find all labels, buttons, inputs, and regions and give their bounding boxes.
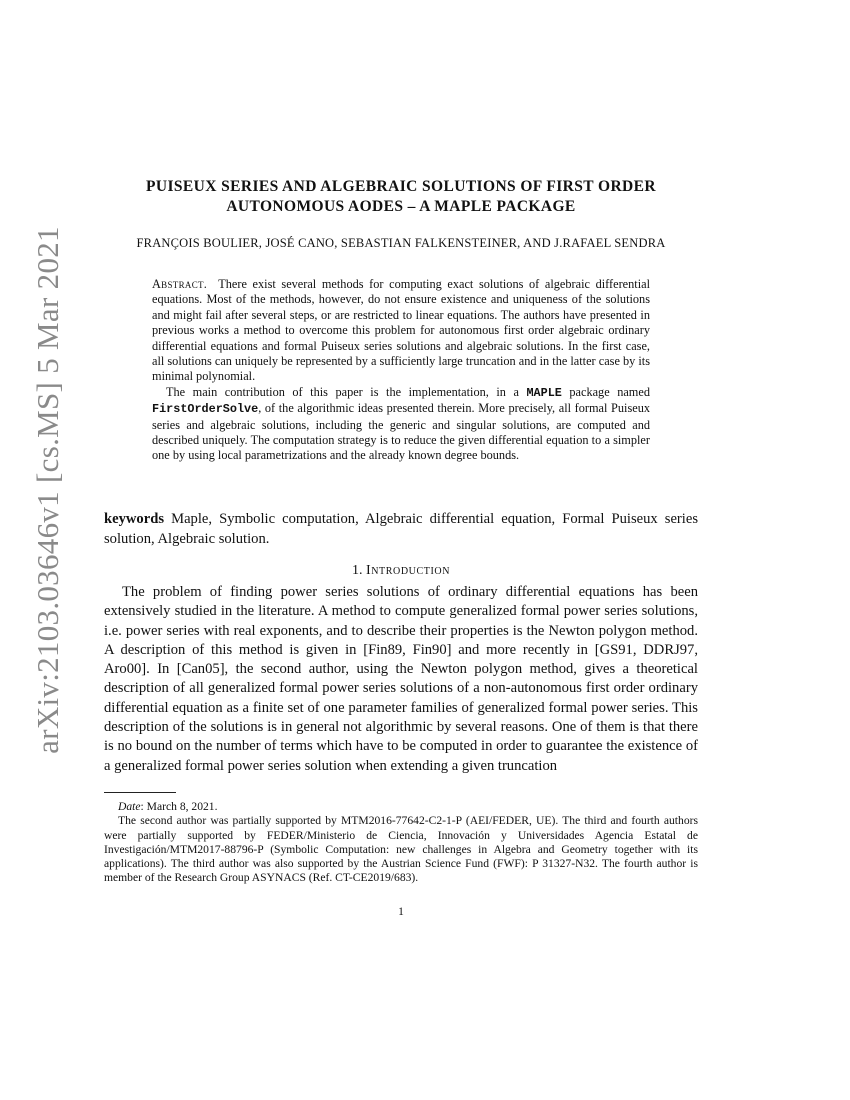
keywords: [104, 510, 698, 549]
arxiv-side-identifier: [22, 226, 74, 754]
intro-paragraph: The problem of finding power series solutions of ordinary differential equations has been extensively studied in the literature. A method to compute generalized formal power series solutions, i.e. power series with real exponents, and to describe their properties is the Newton polygon method. A description of this method is given in [Fin89, Fin90] and more recently in [GS91, DDRJ97, Aro00]. In [Can05], the second author, using the Newton polygon method, gives a theoretical description of all generalized formal power series solutions of a non-autonomous first order ordinary differential equation as a finite set of one parameter families of generalized formal power series. This description of the solutions is in general not algorithmic by several reasons. One of them is that there is no bound on the number of terms which have to be computed in order to guarantee the existence of a generalized formal power series solution when extending a given truncation: [104, 584, 698, 774]
abstract-paragraph-1: [152, 277, 650, 385]
date-label: Date: [118, 800, 141, 813]
keywords-text: Maple, Symbolic computation, Algebraic differential equation, Formal Puiseux series solution, Algebraic solution.: [104, 511, 698, 547]
page-number: 1: [398, 906, 404, 918]
section-number: 1.: [351, 563, 363, 578]
keywords-label: keywords: [104, 511, 164, 527]
abstract-text-2b: package named: [569, 384, 650, 399]
abstract-text-1: There exist several methods for computing exact solutions of algebraic differential equations. Most of the methods, however, do not ensure existence and uniqueness of the solutions and might fail after several steps, or are restricted to linear equations. The authors have presented in previous works a method to overcome this problem for autonomous first order algebraic ordinary differential equations and formal Puiseux series solutions and algebraic solutions. In the first case, all solutions can uniquely be represented by a sufficiently large truncation and in the latter case by its minimal polynomial.: [152, 277, 650, 384]
section-title: Introduction: [365, 563, 451, 578]
paper-title: [104, 177, 698, 217]
section-heading: [104, 563, 698, 579]
abstract: [152, 277, 650, 464]
footnote-date: [104, 800, 698, 814]
arxiv-identifier-text: arXiv:2103.03646v1 [cs.MS] 5 Mar 2021: [30, 226, 65, 754]
footnote-support: The second author was partially supported by MTM2016-77642-C2-1-P (AEI/FEDER, UE). The third and fourth authors were partially supported by FEDER/Ministerio de Ciencia, Innovación y Universidades Agencia Estatal de Investigación/MTM2017-88796-P (Symbolic Computation: new challenges in Algebra and Geometry together with its applications). The third author was also supported by the Austrian Science Fund (FWF): P 31327-N32. The fourth author is member of the Research Group ASYNACS (Ref. CT-CE2019/683).: [104, 814, 698, 885]
abstract-text-2a: The main contribution of this paper is the implementation, in a: [166, 384, 519, 399]
package-code-name: FirstOrderSolve: [152, 402, 259, 417]
footnote-rule: [104, 792, 176, 793]
abstract-paragraph-2: [152, 385, 650, 464]
title-line-1: PUISEUX SERIES AND ALGEBRAIC SOLUTIONS OF FIRST ORDER: [145, 178, 656, 195]
author-list: FRANÇOIS BOULIER, JOSÉ CANO, SEBASTIAN FALKENSTEINER, AND J.RAFAEL SENDRA: [136, 236, 666, 250]
date-value: : March 8, 2021.: [140, 800, 218, 813]
abstract-label: Abstract.: [152, 277, 208, 291]
title-line-2: AUTONOMOUS AODES – A MAPLE PACKAGE: [226, 198, 576, 215]
maple-code-name: MAPLE: [526, 385, 562, 400]
abstract-text-2c: , of the algorithmic ideas presented therein. More precisely, all formal Puiseux series and algebraic solutions, including the generic and singular solutions, are computed and described uniquely. The computation strategy is to reduce the given differential equation to a simpler one by using local parametrizations and the already known degree bounds.: [152, 401, 650, 463]
footnote: [104, 800, 698, 886]
